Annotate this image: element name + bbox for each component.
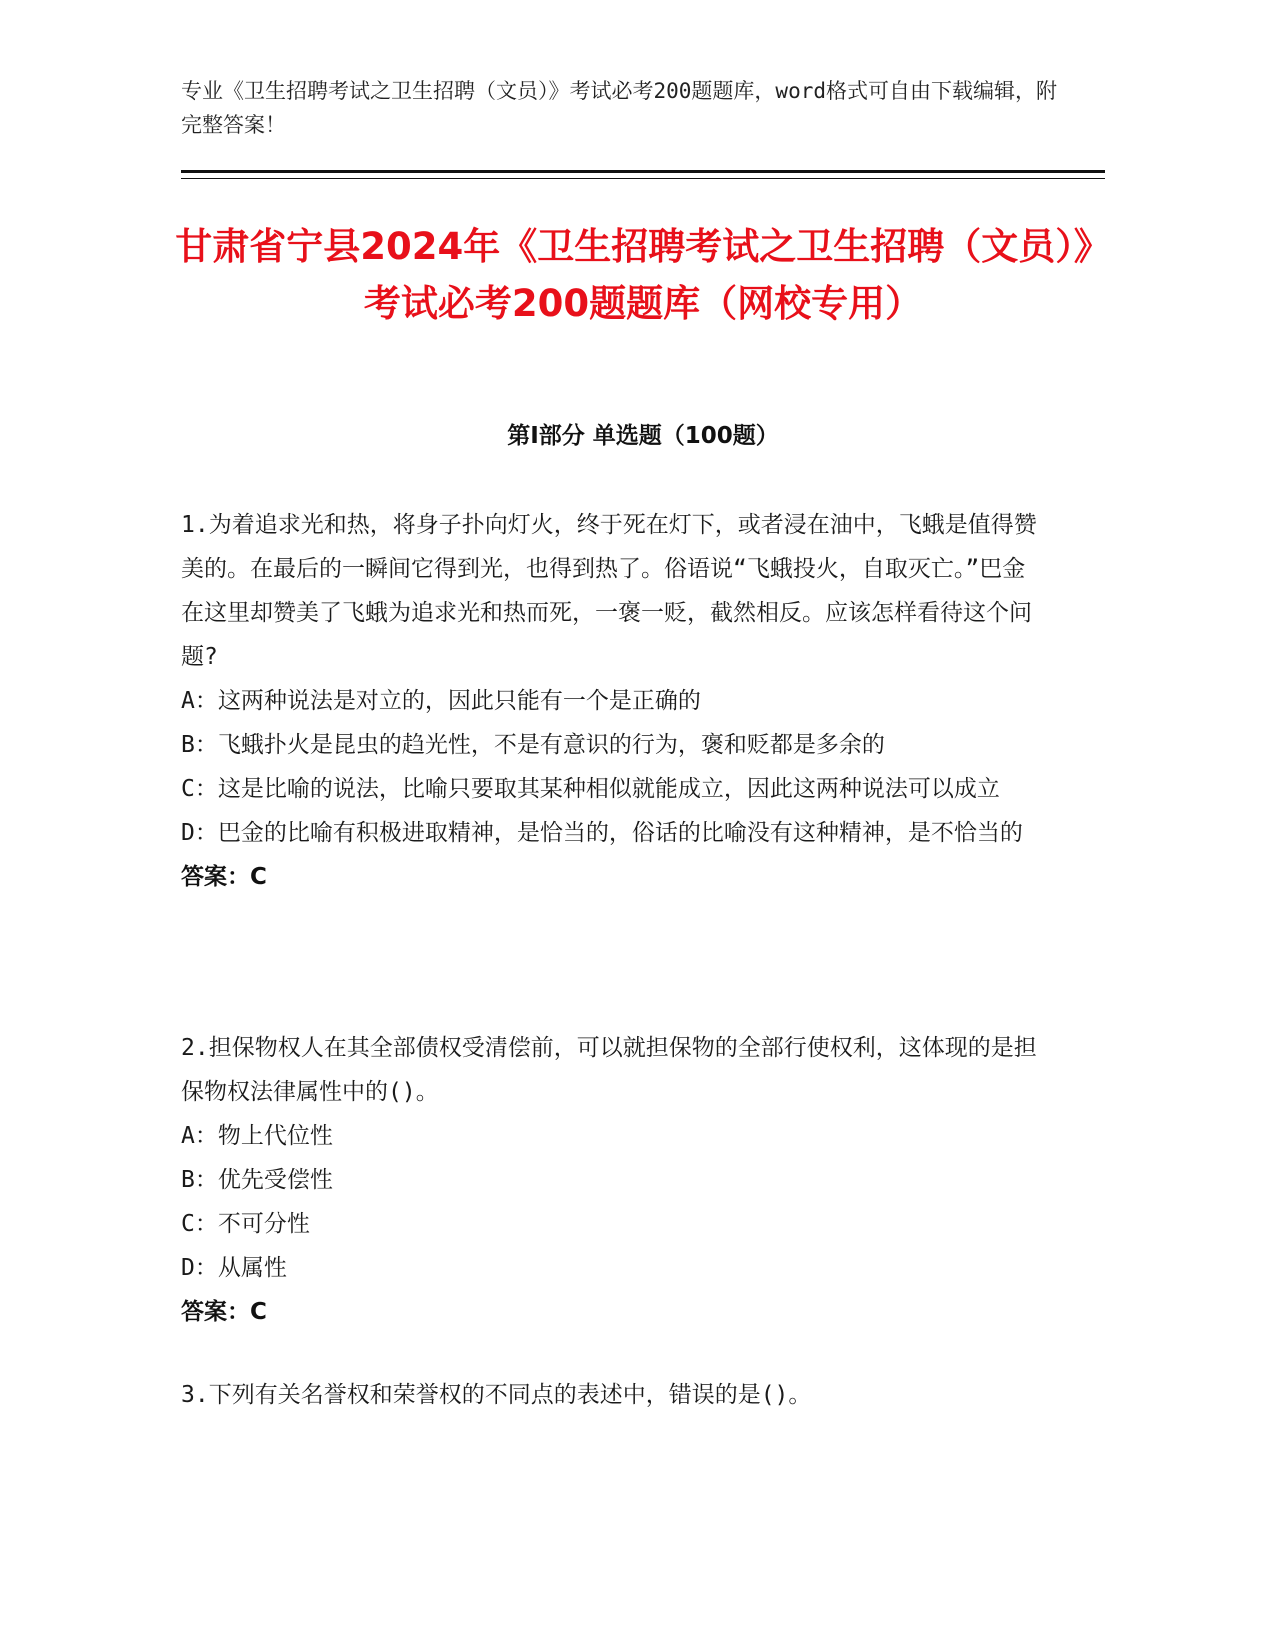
header-divider-thick [181,170,1105,173]
option-c: C：这是比喻的说法，比喻只要取其某种相似就能成立，因此这两种说法可以成立 [181,776,1000,802]
question-3 [181,1373,1041,1417]
document-title: 甘肃省宁县2024年《卫生招聘考试之卫生招聘（文员）》考试必考200题题库（网校专用） [175,225,1111,325]
option-b: B：优先受偿性 [181,1167,333,1193]
answer: 答案：C [181,1299,267,1325]
answer: 答案：C [181,864,267,890]
header-note: 专业《卫生招聘考试之卫生招聘（文员）》考试必考200题题库，word格式可自由下载编辑，附完整答案！ [181,79,1057,137]
section-heading: 第I部分 单选题（100题） [507,423,779,449]
question-stem: 1.为着追求光和热，将身子扑向灯火，终于死在灯下，或者浸在油中，飞蛾是值得赞美的。在最后的一瞬间它得到光，也得到热了。俗语说“飞蛾投火，自取灭亡。”巴金在这里却赞美了飞蛾为追求光和热而死，一褒一贬，截然相反。应该怎样看待这个问题? [181,512,1037,670]
question-stem: 2.担保物权人在其全部债权受清偿前，可以就担保物的全部行使权利，这体现的是担保物权法律属性中的()。 [181,1035,1037,1105]
option-b: B：飞蛾扑火是昆虫的趋光性，不是有意识的行为，褒和贬都是多余的 [181,732,885,758]
option-d: D：巴金的比喻有积极进取精神，是恰当的，俗话的比喻没有这种精神，是不恰当的 [181,820,1023,846]
option-a: A：这两种说法是对立的，因此只能有一个是正确的 [181,688,701,714]
question-1 [181,503,1041,899]
question-2 [181,1026,1041,1334]
option-c: C：不可分性 [181,1211,310,1237]
option-a: A：物上代位性 [181,1123,333,1149]
option-d: D：从属性 [181,1255,287,1281]
question-stem: 3.下列有关名誉权和荣誉权的不同点的表述中，错误的是()。 [181,1382,812,1408]
header-divider-thin [181,178,1105,179]
